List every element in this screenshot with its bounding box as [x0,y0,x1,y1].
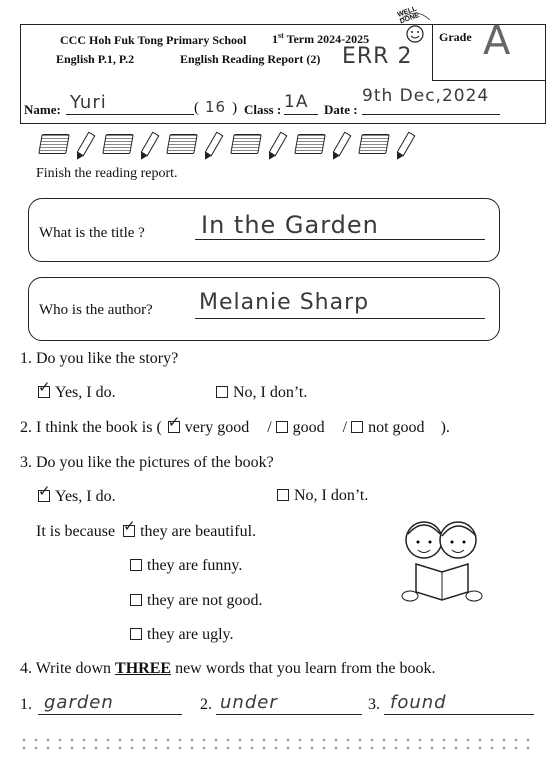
name-label: Name: [24,102,61,117]
decorative-border [18,736,538,750]
checkbox[interactable] [216,386,228,398]
book-icon [38,134,70,154]
title-answer: In the Garden [201,211,379,239]
q4-word1-label: 1. [20,696,32,713]
author-box [28,277,500,341]
q4-text: 4. Write down THREE new words that you learn from the book. [20,660,436,677]
class-level: English P.1, P.2 [56,52,135,66]
q4-word2-line [216,692,362,715]
q4-word3: found [390,692,447,713]
q3-option-no[interactable]: No, I don’t. [277,487,368,505]
q1-option-no[interactable]: No, I don’t. [216,384,307,402]
q3-reason-not-good[interactable]: they are not good. [130,592,263,610]
report-title: English Reading Report (2) [180,52,321,66]
date-value: 9th Dec,2024 [362,86,490,106]
pencil-icon [141,132,160,157]
pencil-icon [205,132,224,157]
q3-option-yes[interactable]: ✓Yes, I do. [38,488,116,506]
checkbox[interactable] [130,559,142,571]
report-code-handwritten: ERR 2 [342,44,413,69]
book-icon [358,134,390,154]
checkbox-checked[interactable] [38,490,50,502]
well-done-stamp [396,6,432,42]
book-icon [230,134,262,154]
q1-option-yes[interactable]: ✓Yes, I do. [38,384,116,402]
q4-word2: under [220,692,278,713]
q4-word3-line [384,692,534,715]
date-label: Date : [324,102,358,117]
book-icon [102,134,134,154]
checkbox[interactable] [130,594,142,606]
grade-label: Grade [439,30,472,44]
pencil-icon [77,132,96,157]
checkbox-checked[interactable] [38,386,50,398]
checkbox[interactable] [130,628,142,640]
term: 1st Term 2024-2025 [272,31,370,46]
q1-text: 1. Do you like the story? [20,350,179,367]
q4-word3-label: 3. [368,696,380,713]
title-box [28,198,500,262]
q4-word1-line [38,692,182,715]
q3-because: It is because ✓ they are beautiful. [36,523,256,541]
title-answer-line [195,211,485,240]
checkbox[interactable] [277,489,289,501]
author-answer: Melanie Sharp [199,290,370,315]
children-reading-illustration [394,514,490,610]
author-answer-line [195,290,485,319]
class-label: Class : [244,102,282,117]
student-number: ( 16 ) [194,98,238,116]
pencil-icon [397,132,416,157]
class-line [284,92,318,115]
stamp-text: WELL DONE [396,5,421,26]
name-line [66,92,194,115]
title-question: What is the title ? [39,225,145,241]
checkbox[interactable] [351,421,363,433]
q3-reason-ugly[interactable]: they are ugly. [130,626,233,644]
grade-mark: A [483,18,512,64]
date-line [362,86,500,115]
grade-box [432,18,545,81]
instruction: Finish the reading report. [36,166,178,181]
q4-word2-label: 2. [200,696,212,713]
q4-word1: garden [44,692,114,713]
pencil-icon [333,132,352,157]
checkbox[interactable] [276,421,288,433]
q2-text: 2. I think the book is ( ✓ very good / good / not good ). [20,419,450,437]
name-value: Yuri [70,92,107,113]
checkbox-checked[interactable] [168,421,180,433]
class-value: 1A [284,92,309,112]
decorative-icons-row [40,130,480,158]
pencil-icon [269,132,288,157]
author-question: Who is the author? [39,302,153,318]
q3-text: 3. Do you like the pictures of the book? [20,454,274,471]
checkbox-checked[interactable] [123,525,135,537]
book-icon [166,134,198,154]
q3-reason-funny[interactable]: they are funny. [130,557,242,575]
book-icon [294,134,326,154]
school-name: CCC Hoh Fuk Tong Primary School [60,33,247,47]
